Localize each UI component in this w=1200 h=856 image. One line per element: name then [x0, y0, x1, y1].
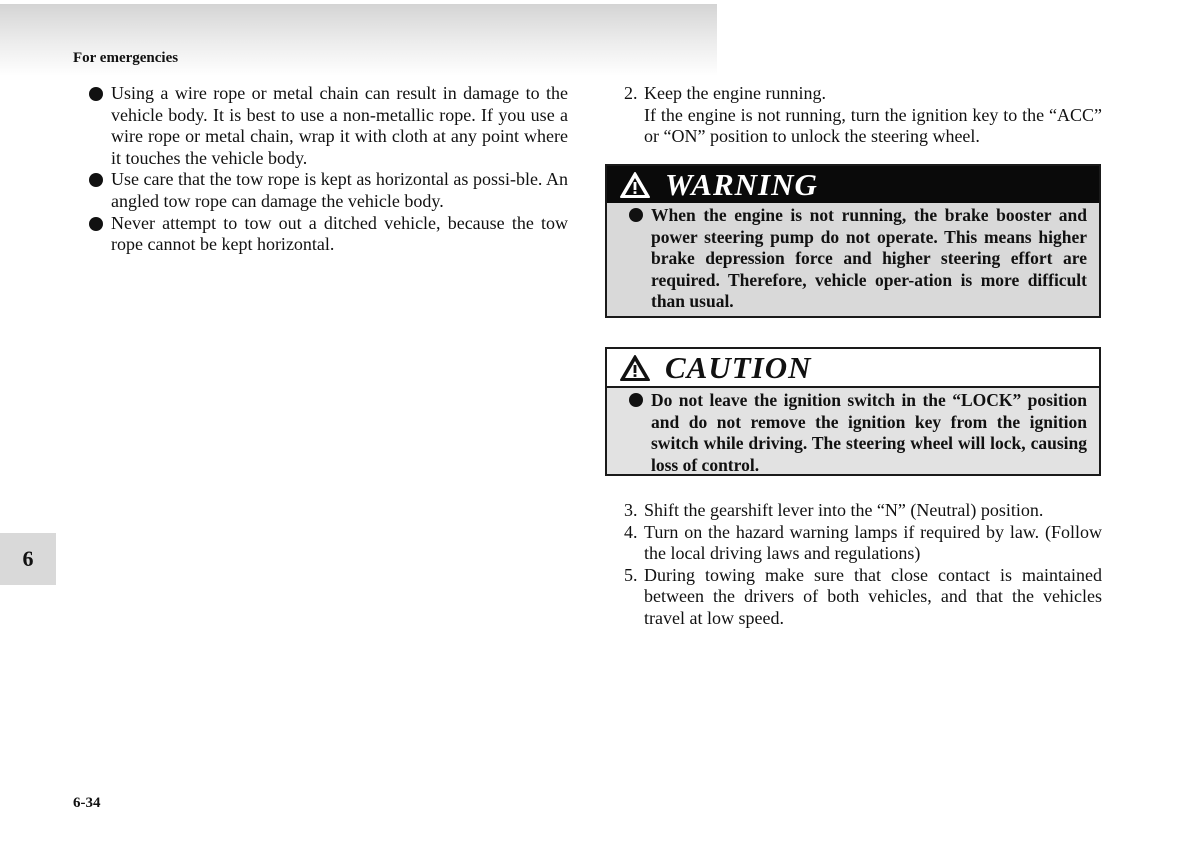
bullet-icon: [89, 217, 103, 231]
caution-body: Do not leave the ignition switch in the “LOCK” position and do not remove the ignition key from the ignition switch while driving. The steering wheel will lock, causing loss of control.: [651, 390, 1087, 475]
caution-title: CAUTION: [665, 349, 812, 385]
step-text: Turn on the hazard warning lamps if required by law. (Follow the local driving laws and regulations): [644, 521, 1102, 564]
step-text: Shift the gearshift lever into the “N” (Neutral) position.: [644, 500, 1044, 520]
warning-body: When the engine is not running, the brake booster and power steering pump do not operate. This means higher brake depression force and higher steering effort are required. Therefore, vehicle oper-ation is more difficult than usual.: [651, 205, 1087, 312]
warning-triangle-icon: [619, 171, 651, 199]
warning-text: [651, 205, 1087, 313]
step-number: 3.: [624, 500, 638, 520]
warning-box: [605, 164, 1101, 318]
list-item: [88, 169, 568, 212]
caution-text: [651, 390, 1087, 476]
list-item: [88, 83, 568, 169]
list-item: [624, 83, 1102, 148]
step-text: If the engine is not running, turn the ignition key to the “ACC” or “ON” position to unlock the steering wheel.: [644, 104, 1102, 147]
list-item-text: Using a wire rope or metal chain can result in damage to the vehicle body. It is best to use a non-metallic rope. If you use a wire rope or metal chain, wrap it with cloth at any point where it touches the vehicle body.: [111, 83, 568, 168]
step-number: 4.: [624, 521, 638, 542]
steps-after: [624, 500, 1102, 630]
page-number: 6-34: [73, 795, 101, 811]
list-item: [624, 500, 1102, 522]
warning-triangle-icon: [619, 354, 651, 382]
list-item: [624, 565, 1102, 630]
list-item: [88, 213, 568, 256]
caution-header: [607, 349, 1099, 388]
list-item-text: Use care that the tow rope is kept as horizontal as possi-ble. An angled tow rope can damage the vehicle body.: [111, 169, 568, 211]
step-text: During towing make sure that close contact is maintained between the drivers of both vehicles, and that the vehicles travel at low speed.: [644, 564, 1102, 628]
step-number: 5.: [624, 564, 638, 585]
warning-title: WARNING: [665, 166, 818, 202]
chapter-tab: 6: [0, 533, 56, 585]
bullet-icon: [629, 393, 643, 407]
bullet-icon: [629, 208, 643, 222]
bullet-icon: [89, 173, 103, 187]
section-title: For emergencies: [73, 50, 179, 66]
left-column: [88, 83, 568, 256]
list-item-text: Never attempt to tow out a ditched vehicle, because the tow rope cannot be kept horizontal.: [111, 212, 568, 255]
list-item: [624, 522, 1102, 565]
step-2: [624, 83, 1102, 148]
warning-header: [607, 166, 1099, 203]
step-number: 2.: [624, 83, 638, 103]
caution-box: [605, 347, 1101, 476]
step-text: Keep the engine running.: [644, 83, 826, 103]
bullet-icon: [89, 87, 103, 101]
